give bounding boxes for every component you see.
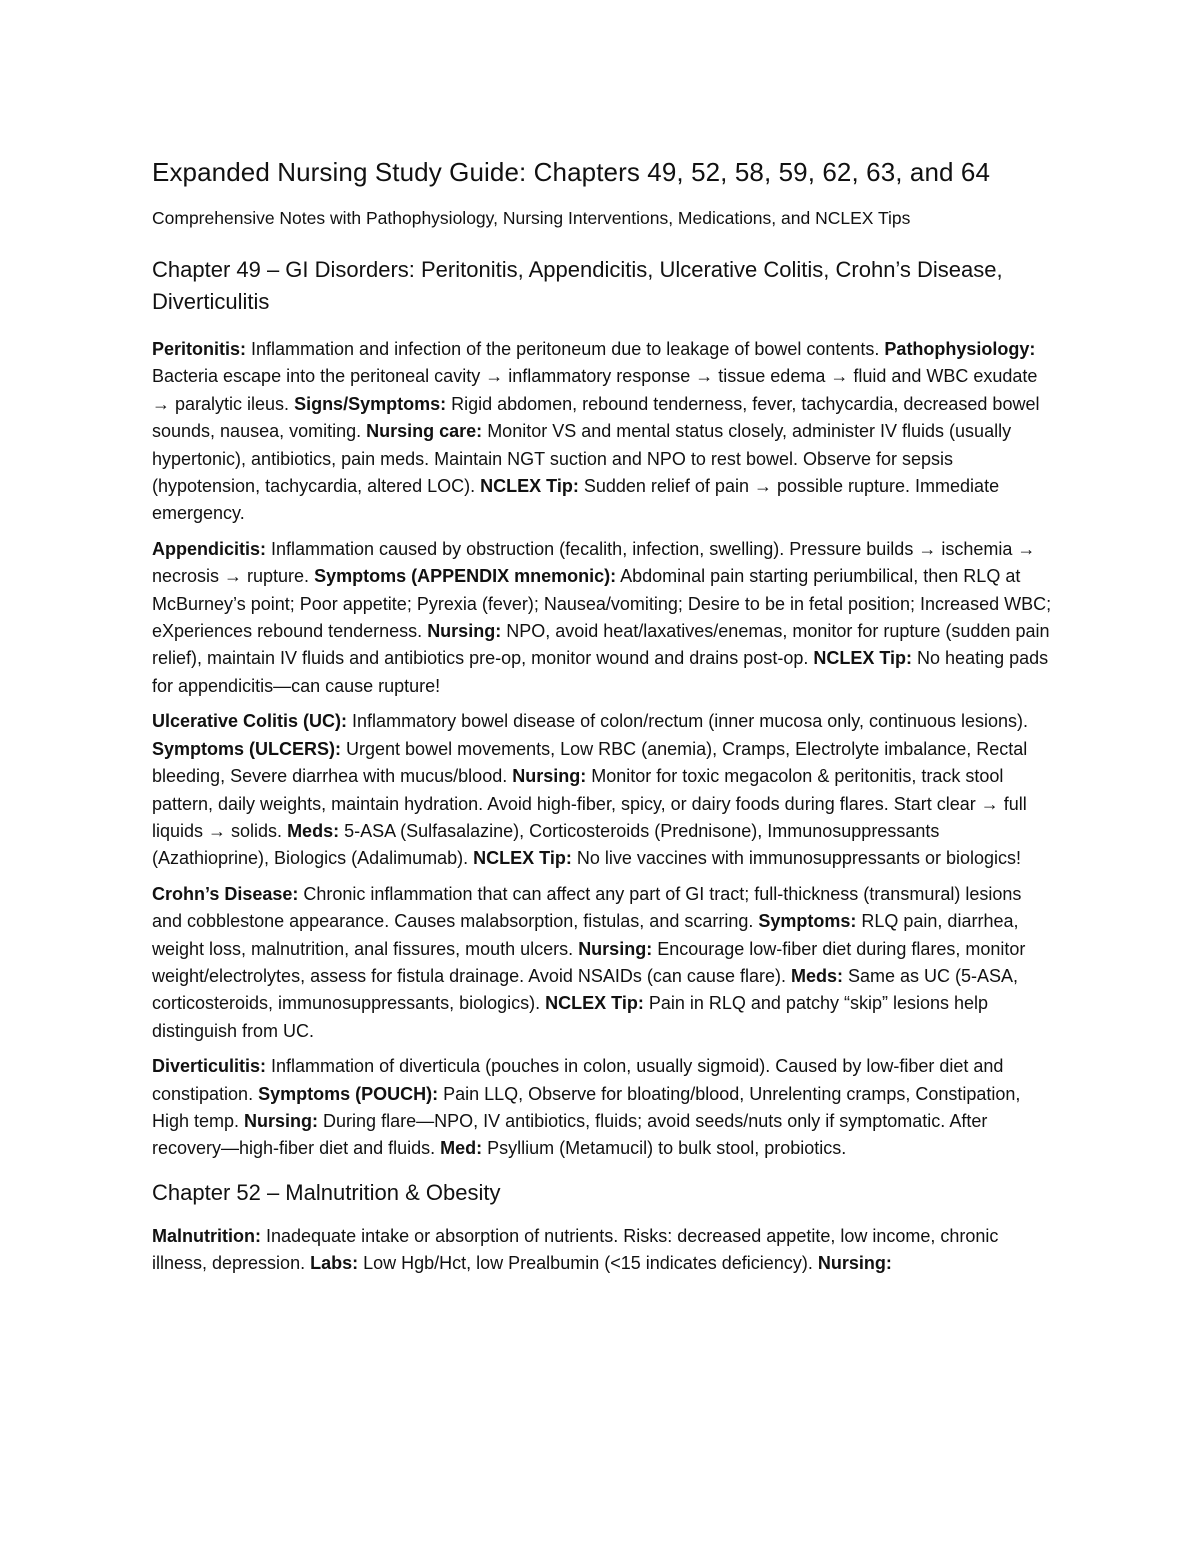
body-text: No live vaccines with immunosuppressants or biologics! (571, 848, 1022, 869)
bold-term: NCLEX Tip: (813, 648, 913, 669)
bold-term: Pathophysiology: (884, 339, 1036, 359)
bold-term: Meds: (287, 820, 340, 841)
bold-term: Nursing: (244, 1110, 319, 1131)
body-text: Inflammation of diverticula (pouches in colon, usually sigmoid). Caused by low-fiber diet and constipation. (152, 1056, 1004, 1104)
malnutrition-paragraph (152, 1223, 1052, 1278)
bold-term: Diverticulitis: (152, 1056, 267, 1077)
bold-term: Ulcerative Colitis (UC): (152, 711, 348, 732)
bold-term: Symptoms: (758, 911, 857, 932)
body-text: Encourage low-fiber diet during flares, monitor weight/electrolytes, assess for fistula drainage. Avoid NSAIDs (can cause flare). (152, 938, 1026, 986)
bold-term: Nursing: (578, 938, 653, 959)
document-page (152, 150, 1052, 1278)
body-text: Bacteria escape into the peritoneal cavity → inflammatory response → tissue edema → fluid and WBC exudate → paralytic ileus. (152, 366, 1038, 414)
body-text: Inadequate intake or absorption of nutrients. Risks: decreased appetite, low income, chronic illness, depression. (152, 1225, 999, 1274)
body-text: RLQ pain, diarrhea, weight loss, malnutrition, anal fissures, mouth ulcers. (152, 911, 1019, 959)
document-subtitle: Comprehensive Notes with Pathophysiology, Nursing Interventions, Medications, and NCLEX Tips (152, 208, 911, 228)
chapter-49-heading: Chapter 49 – GI Disorders: Peritonitis, Appendicitis, Ulcerative Colitis, Crohn’s Disease, Diverticulitis (152, 257, 1003, 314)
body-text: Monitor VS and mental status closely, administer IV fluids (usually hypertonic), antibiotics, pain meds. Maintain NGT suction and NPO to rest bowel. Observe for sepsis (hypotension, tachycardia, altered LOC). (152, 421, 1012, 497)
bold-term: Symptoms (APPENDIX mnemonic): (314, 566, 617, 587)
body-text: Psyllium (Metamucil) to bulk stool, probiotics. (482, 1138, 847, 1159)
bold-term: Meds: (790, 965, 843, 986)
bold-term: Malnutrition: (152, 1225, 261, 1246)
body-text: During flare—NPO, IV antibiotics, fluids; avoid seeds/nuts only if symptomatic. After recovery—high-fiber diet and fluids. (152, 1110, 988, 1159)
body-text: 5-ASA (Sulfasalazine), Corticosteroids (Prednisone), Immunosuppressants (Azathioprine), Biologics (Adalimumab). (152, 820, 940, 869)
bold-term: Med: (440, 1138, 483, 1159)
diverticulitis-paragraph (152, 1053, 1052, 1163)
chapter-52-heading: Chapter 52 – Malnutrition & Obesity (152, 1179, 501, 1205)
bold-term: Nursing: (427, 621, 502, 642)
body-text: Same as UC (5-ASA, corticosteroids, immunosuppressants, biologics). (152, 965, 1019, 1014)
crohns-disease-paragraph (152, 881, 1052, 1045)
peritonitis-paragraph (152, 336, 1052, 528)
bold-term: Symptoms (POUCH): (258, 1083, 439, 1104)
appendicitis-paragraph (152, 536, 1052, 700)
body-text: Urgent bowel movements, Low RBC (anemia), Cramps, Electrolyte imbalance, Rectal bleeding, Severe diarrhea with mucus/blood. (152, 738, 1028, 787)
body-text: Low Hgb/Hct, low Prealbumin (<15 indicates deficiency). (358, 1253, 818, 1274)
body-text: Abdominal pain starting periumbilical, then RLQ at McBurney’s point; Poor appetite; Pyrexia (fever); Nausea/vomiting; Desire to be in fetal position; Increased WBC; eXperiences rebound tenderness. (152, 566, 1052, 642)
bold-term: Symptoms (ULCERS): (152, 738, 342, 759)
body-text: Chronic inflammation that can affect any part of GI tract; full-thickness (transmural) lesions and cobblestone appearance. Causes malabsorption, fistulas, and scarring. (152, 883, 1022, 932)
bold-term: Nursing: (512, 766, 587, 787)
ulcerative-colitis-paragraph (152, 708, 1052, 872)
bold-term: Crohn’s Disease: (152, 883, 299, 904)
body-text: Rigid abdomen, rebound tenderness, fever, tachycardia, decreased bowel sounds, nausea, vomiting. (152, 393, 1040, 442)
bold-term: Peritonitis: (152, 339, 247, 359)
body-text: Inflammation caused by obstruction (fecalith, infection, swelling). Pressure builds → ischemia → necrosis → rupture. (152, 538, 1036, 587)
body-text: NPO, avoid heat/laxatives/enemas, monitor for rupture (sudden pain relief), maintain IV fluids and antibiotics pre-op, monitor wound and drains post-op. (152, 621, 1050, 669)
bold-term: NCLEX Tip: (480, 476, 579, 497)
bold-term: NCLEX Tip: (545, 993, 644, 1014)
body-text: No heating pads for appendicitis—can cause rupture! (152, 648, 1049, 696)
body-text: Monitor for toxic megacolon & peritonitis, track stool pattern, daily weights, maintain hydration. Avoid high-fiber, spicy, or dairy foods during flares. Start clear → full liquids → solids. (152, 766, 1027, 841)
bold-term: Appendicitis: (152, 538, 267, 559)
bold-term: Nursing care: (366, 421, 483, 442)
bold-term: Labs: (310, 1253, 359, 1274)
body-text: Pain in RLQ and patchy “skip” lesions help distinguish from UC. (152, 993, 989, 1041)
bold-term: Signs/Symptoms: (294, 393, 447, 414)
body-text: Inflammatory bowel disease of colon/rectum (inner mucosa only, continuous lesions). (347, 711, 1029, 732)
body-text: Sudden relief of pain → possible rupture. Immediate emergency. (152, 476, 1000, 524)
bold-term: Nursing: (817, 1253, 892, 1274)
body-text: Inflammation and infection of the peritoneum due to leakage of bowel contents. (246, 339, 885, 359)
bold-term: NCLEX Tip: (473, 848, 572, 869)
document-title: Expanded Nursing Study Guide: Chapters 49, 52, 58, 59, 62, 63, and 64 (152, 157, 991, 187)
body-text: Pain LLQ, Observe for bloating/blood, Unrelenting cramps, Constipation, High temp. (152, 1083, 1021, 1131)
